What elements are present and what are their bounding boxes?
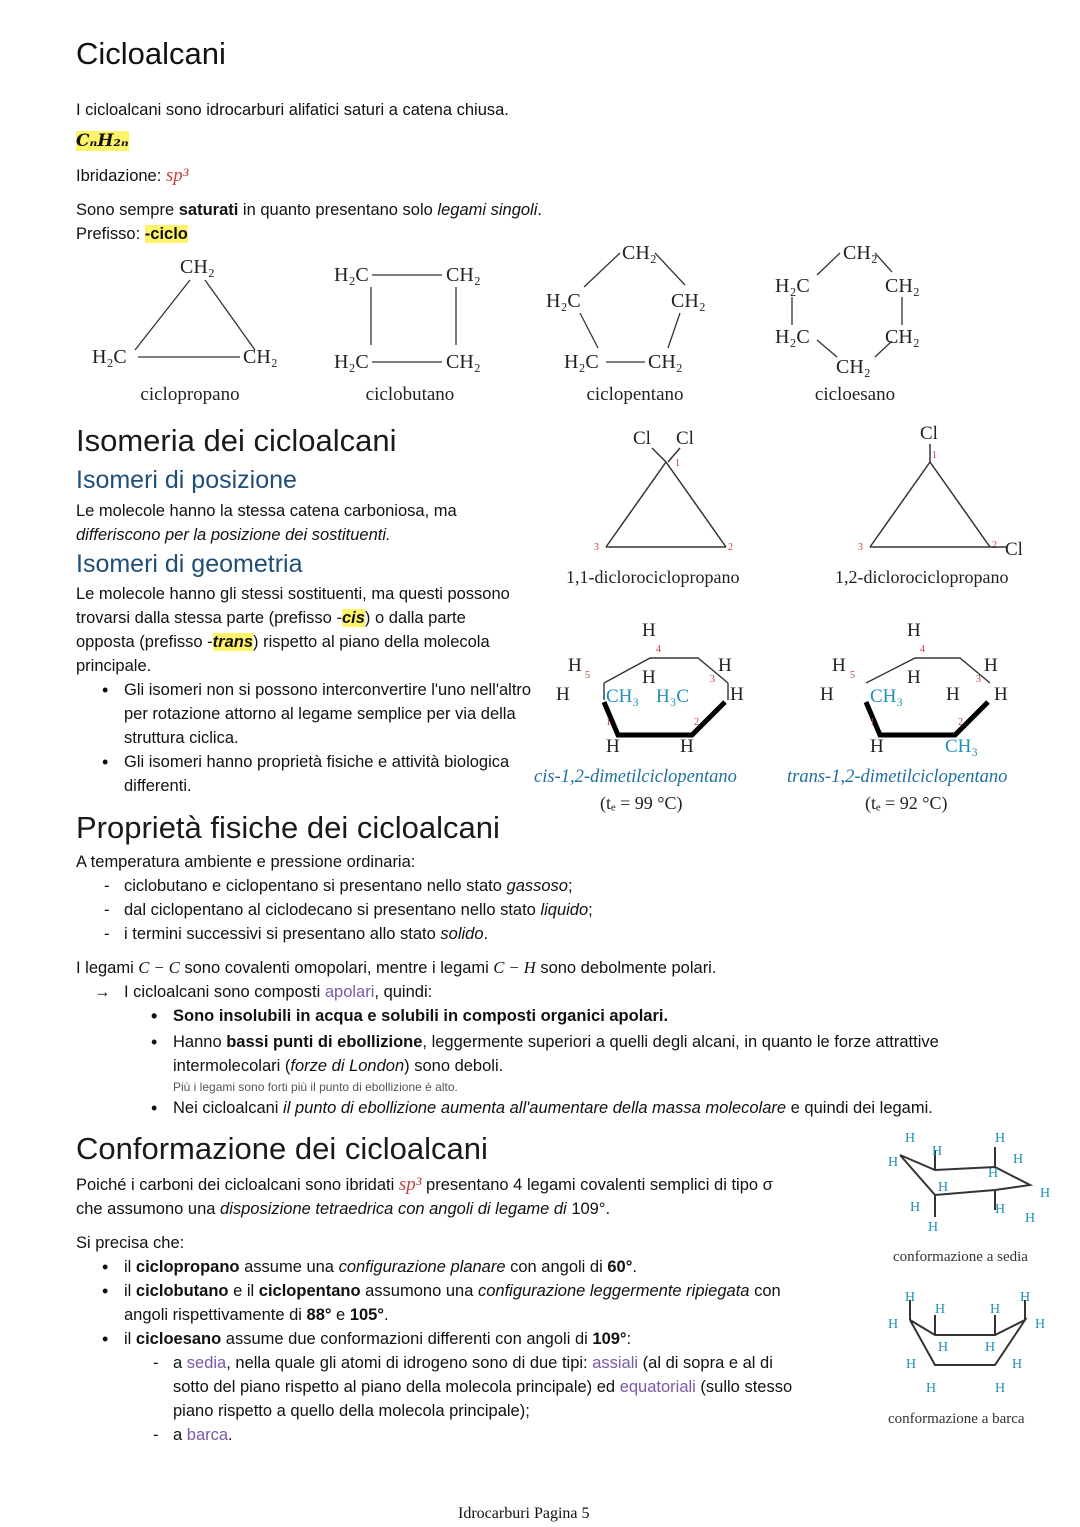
cis-h-b2: H xyxy=(680,736,694,757)
dcp11-cl-2: Cl xyxy=(676,428,694,449)
c3d: 109° xyxy=(592,1330,627,1348)
pentane-top: CH₂ xyxy=(622,242,657,264)
conformation-figures xyxy=(880,1125,1070,1425)
apolar-bullets xyxy=(173,1004,1053,1120)
b2e: forze di London xyxy=(290,1057,405,1075)
d1a: ciclobutano e ciclopentano si presentano nello stato xyxy=(124,877,507,895)
bonds-b: sono covalenti omopolari, mentre i legami xyxy=(179,959,494,977)
pos-text-2: differiscono per la posizione dei sostituenti. xyxy=(76,526,391,544)
b3a: Nei cicloalcani xyxy=(173,1099,284,1117)
isomeria-heading: Isomeria dei cicloalcani xyxy=(76,423,397,458)
geo-2a: trovarsi dalla stessa parte (prefisso - xyxy=(76,609,342,627)
p1sp: sp³ xyxy=(398,1174,422,1195)
p1a: Poiché i carboni dei cicloalcani sono ibridati xyxy=(76,1176,399,1194)
sedia-h12: H xyxy=(928,1220,939,1235)
b3c: e quindi dei legami. xyxy=(786,1099,933,1117)
sedia-h10: H xyxy=(995,1202,1006,1217)
pos-heading: Isomeri di posizione xyxy=(76,466,297,494)
hexane-conformations xyxy=(173,1351,863,1447)
propane-left: H₂C xyxy=(92,346,127,368)
d3b: solido xyxy=(440,925,484,943)
barca-h5: H xyxy=(888,1317,899,1332)
s2c: . xyxy=(228,1426,233,1444)
sedia-h3: H xyxy=(995,1131,1006,1146)
barca-h6: H xyxy=(1035,1317,1046,1332)
barca-h10: H xyxy=(1012,1357,1023,1372)
arrow-icon: → xyxy=(94,983,111,1001)
geo-paragraph xyxy=(76,582,556,678)
cis-n4: 4 xyxy=(656,644,661,655)
trans-n3: 3 xyxy=(976,674,981,685)
c2d: ciclopentano xyxy=(258,1282,361,1300)
conf-line-1 xyxy=(76,1173,876,1197)
sedia-h9: H xyxy=(910,1200,921,1215)
s2a: a xyxy=(173,1426,187,1444)
bonds-ch: C − H xyxy=(493,958,536,977)
p1b: presentano 4 legami covalenti semplici di tipo σ xyxy=(421,1176,773,1194)
geo-cis: cis xyxy=(341,609,365,627)
dcp11-n1: 1 xyxy=(675,458,680,469)
trans-ch3-1: CH₃ xyxy=(870,686,904,707)
s1i: piano rispetto a quello della molecola principale); xyxy=(173,1402,530,1420)
barca-h3: H xyxy=(935,1302,946,1317)
sedia-h6: H xyxy=(988,1166,999,1181)
prefix-label: Prefisso: xyxy=(76,225,145,243)
pentane-bl: H₂C xyxy=(564,351,599,373)
b2d: intermolecolari ( xyxy=(173,1057,291,1075)
sedia-h2: H xyxy=(932,1144,943,1159)
apolar-bullet-1: • Sono insolubili in acqua e solubili in composti organici apolari. xyxy=(173,1004,1053,1028)
b3b: il punto di ebollizione aumenta all'aumentare della massa molecolare xyxy=(283,1099,787,1117)
cis-h-b1: H xyxy=(606,736,620,757)
apolar-bullet-2 xyxy=(173,1030,1053,1096)
proprieta-heading: Proprietà fisiche dei cicloalcani xyxy=(76,810,500,845)
hexane-br: CH₂ xyxy=(885,326,920,348)
c1c: assume una xyxy=(239,1258,339,1276)
isomeria-bullet-2: • Gli isomeri hanno proprietà fisiche e attività biologica differenti. xyxy=(124,750,534,798)
sedia-item xyxy=(173,1351,863,1423)
d1b: gassoso xyxy=(506,877,568,895)
conf-bullet-2: • il ciclobutano e il ciclopentano assumono una configurazione leggermente ripiegata con angoli rispettivamente di 88° e 105°. xyxy=(124,1279,844,1327)
geo-line-3 xyxy=(76,630,556,654)
s1e: (al di sopra e al di xyxy=(638,1354,773,1372)
b2b: bassi punti di ebollizione xyxy=(226,1033,423,1051)
s1c: , nella quale gli atomi di idrogeno sono di due tipi: xyxy=(226,1354,593,1372)
hybridization-label: Ibridazione: xyxy=(76,167,166,185)
cis-ch3: CH₃ xyxy=(606,686,640,707)
conf-line-2 xyxy=(76,1197,876,1221)
b2a: Hanno xyxy=(173,1033,227,1051)
hexane-bottom: CH₂ xyxy=(836,356,871,378)
geo-heading: Isomeri di geometria xyxy=(76,550,303,578)
sedia-h5: H xyxy=(1013,1152,1024,1167)
c2j: e xyxy=(331,1306,350,1324)
hexane-name: cicloesano xyxy=(814,384,896,405)
s1f: sotto del piano rispetto al piano della molecola principale) ed xyxy=(173,1378,620,1396)
barca-h1: H xyxy=(905,1290,916,1305)
dcp12-label: 1,2-diclorociclopropano xyxy=(835,567,1009,587)
propane-top: CH₂ xyxy=(180,256,215,278)
geo-line-2 xyxy=(76,606,556,630)
butane-tl: H₂C xyxy=(334,264,369,286)
hybridization-line xyxy=(76,164,188,188)
trans-ch3-2: CH₃ xyxy=(945,736,979,757)
c3b: cicloesano xyxy=(135,1330,222,1348)
trans-h-mid: H xyxy=(946,684,960,705)
dcp12-cl-2: Cl xyxy=(1005,539,1023,560)
cis-h-r1: H xyxy=(718,655,732,676)
apol-c: , quindi: xyxy=(374,983,433,1001)
trans-h-l1: H xyxy=(832,655,846,676)
saturated-mid: in quanto presentano solo xyxy=(238,201,438,219)
s1h: (sullo stesso xyxy=(695,1378,793,1396)
trans-n1: 1 xyxy=(870,717,875,728)
barca-h12: H xyxy=(995,1381,1006,1396)
trans-h-b: H xyxy=(870,736,884,757)
cis-h-l1: H xyxy=(568,655,582,676)
conformazione-heading: Conformazione dei cicloalcani xyxy=(76,1131,488,1166)
c2e: assumono una xyxy=(360,1282,478,1300)
c3c: assume due conformazioni differenti con angoli di xyxy=(221,1330,593,1348)
c1e: con angoli di xyxy=(505,1258,608,1276)
butane-br: CH₂ xyxy=(446,351,481,373)
trans-n2: 2 xyxy=(958,717,963,728)
dcp12-n3: 3 xyxy=(858,542,863,553)
cis-n5: 5 xyxy=(585,670,590,681)
state-item-2 xyxy=(124,898,593,922)
formula xyxy=(76,131,129,151)
c1d: configurazione planare xyxy=(338,1258,506,1276)
bonds-a: I legami xyxy=(76,959,139,977)
geo-line-1: Le molecole hanno gli stessi sostituenti, ma questi possono xyxy=(76,585,510,603)
s1d: assiali xyxy=(592,1354,639,1372)
state-item-3 xyxy=(124,922,593,946)
s1g: equatoriali xyxy=(619,1378,696,1396)
pentane-name: ciclopentano xyxy=(586,384,684,405)
geo-trans: trans xyxy=(212,633,254,651)
c2i: 88° xyxy=(306,1306,332,1324)
sedia-h7: H xyxy=(938,1180,949,1195)
trans-h-top: H xyxy=(907,620,921,641)
formula-text: CₙH₂ₙ xyxy=(76,131,129,151)
c3a: il xyxy=(124,1330,136,1348)
d2c: ; xyxy=(588,901,593,919)
apolar-bullet-3 xyxy=(173,1096,1053,1120)
dcp12-n2: 2 xyxy=(992,540,997,551)
cis-h-r2: H xyxy=(730,684,744,705)
cis-n2: 2 xyxy=(694,717,699,728)
trans-h-r1: H xyxy=(984,655,998,676)
page-title: Cicloalcani xyxy=(76,36,226,71)
bonds-c: sono debolmente polari. xyxy=(535,959,717,977)
dcp12-cl-1: Cl xyxy=(920,423,938,444)
isomeria-bullets xyxy=(124,678,534,798)
conf-bullet-3: • il cicloesano assume due conformazioni differenti con angoli di 109°: xyxy=(124,1327,844,1351)
d3a: i termini successivi si presentano allo stato xyxy=(124,925,441,943)
state-list xyxy=(124,874,593,946)
barca-h8: H xyxy=(985,1340,996,1355)
d2b: liquido xyxy=(540,901,589,919)
cis-h-l2: H xyxy=(556,684,570,705)
c2b: ciclobutano xyxy=(135,1282,229,1300)
barca-h2: H xyxy=(1020,1290,1031,1305)
propane-right: CH₂ xyxy=(243,346,278,368)
bonds-cc: C − C xyxy=(138,958,180,977)
barca-label: conformazione a barca xyxy=(888,1411,1025,1427)
sedia-h1: H xyxy=(905,1131,916,1146)
barca-h7: H xyxy=(938,1340,949,1355)
dcp12-n1: 1 xyxy=(932,450,937,461)
page-footer: Idrocarburi Pagina 5 xyxy=(458,1505,590,1522)
propane-name: ciclopropano xyxy=(140,384,240,405)
apol-b: apolari xyxy=(324,983,375,1001)
precisa: Si precisa che: xyxy=(76,1234,185,1252)
conf-bullet-1: • il ciclopropano assume una configurazione planare con angoli di 60°. xyxy=(124,1255,844,1279)
apol-a: I cicloalcani sono composti xyxy=(124,983,325,1001)
sedia-h8: H xyxy=(1040,1186,1051,1201)
cis-n3: 3 xyxy=(710,674,715,685)
butane-name: ciclobutano xyxy=(365,384,455,405)
pentane-br: CH₂ xyxy=(648,351,683,373)
conf-bullets xyxy=(124,1255,844,1351)
saturated-bold: saturati xyxy=(178,201,239,219)
hexane-top: CH₂ xyxy=(843,242,878,264)
intro-text: I cicloalcani sono idrocarburi alifatici saturi a catena chiusa. xyxy=(76,101,509,119)
hybridization-value: sp³ xyxy=(165,165,189,186)
trans-n4: 4 xyxy=(920,644,925,655)
prefix-value: -ciclo xyxy=(144,225,188,243)
geo-2c: ) o dalla parte xyxy=(364,609,466,627)
barca-h11: H xyxy=(926,1381,937,1396)
barca-item xyxy=(173,1423,863,1447)
saturated-line xyxy=(76,198,542,222)
trans-h-top2: H xyxy=(907,667,921,688)
s1a: a xyxy=(173,1354,187,1372)
cis-h-top2: H xyxy=(642,667,656,688)
dcp11-n2: 2 xyxy=(728,542,733,553)
bonds-line xyxy=(76,956,716,980)
c1a: il xyxy=(124,1258,136,1276)
c2k: 105° xyxy=(349,1306,384,1324)
pentane-r: CH₂ xyxy=(671,290,706,312)
cis-h3c: H₃C xyxy=(656,686,690,707)
isomeria-bullet-1: • Gli isomeri non si possono interconvertire l'uno nell'altro per rotazione attorno al legame semplice per via della struttura ciclica. xyxy=(124,678,534,750)
sedia-h4: H xyxy=(888,1155,899,1170)
saturated-end: . xyxy=(537,201,542,219)
trans-h-l2: H xyxy=(820,684,834,705)
saturated-ital: legami singoli xyxy=(437,201,538,219)
c2f: configurazione leggermente ripiegata xyxy=(477,1282,750,1300)
pos-text-1: Le molecole hanno la stessa catena carboniosa, ma xyxy=(76,502,457,520)
dcp11-label: 1,1-diclorociclopropano xyxy=(566,567,740,587)
trans-temp: (tₑ = 92 °C) xyxy=(865,793,948,813)
barca-h9: H xyxy=(906,1357,917,1372)
butane-tr: CH₂ xyxy=(446,264,481,286)
d1c: ; xyxy=(567,877,573,895)
c2g: con xyxy=(749,1282,781,1300)
apolar-line xyxy=(124,980,432,1004)
d2a: dal ciclopentano al ciclodecano si presentano nello stato xyxy=(124,901,541,919)
proprieta-lead: A temperatura ambiente e pressione ordinaria: xyxy=(76,853,416,871)
conf-paragraph xyxy=(76,1173,876,1221)
b2c: , leggermente superiori a quelli degli alcani, in quanto le forze attrattive xyxy=(422,1033,939,1051)
trans-n5: 5 xyxy=(850,670,855,681)
state-item-1 xyxy=(124,874,593,898)
c2h: angoli rispettivamente di xyxy=(124,1306,307,1324)
geo-3c: ) rispetto al piano della molecola xyxy=(253,633,490,651)
note: Più i legami sono forti più il punto di ebollizione è alto. xyxy=(173,1080,458,1094)
hexane-tl: H₂C xyxy=(775,275,810,297)
hexane-bl: H₂C xyxy=(775,326,810,348)
pentane-l: H₂C xyxy=(546,290,581,312)
butane-bl: H₂C xyxy=(334,351,369,373)
trans-h-r2: H xyxy=(994,684,1008,705)
c2a: il xyxy=(124,1282,136,1300)
sedia-label: conformazione a sedia xyxy=(893,1249,1028,1265)
barca-h4: H xyxy=(990,1302,1001,1317)
c1f: 60° xyxy=(607,1258,633,1276)
hexane-tr: CH₂ xyxy=(885,275,920,297)
cis-h-top: H xyxy=(642,620,656,641)
p2a: che assumono una xyxy=(76,1200,221,1218)
cis-n1: 1 xyxy=(606,717,611,728)
p2c: 109°. xyxy=(566,1200,611,1218)
d3c: . xyxy=(483,925,489,943)
dcp11-cl-1: Cl xyxy=(633,428,651,449)
geo-3a: opposta (prefisso - xyxy=(76,633,213,651)
cis-temp: (tₑ = 99 °C) xyxy=(600,793,683,813)
s1b: sedia xyxy=(186,1354,227,1372)
trans-label: trans-1,2-dimetilciclopentano xyxy=(787,767,1008,787)
cis-label: cis-1,2-dimetilciclopentano xyxy=(534,767,737,787)
sedia-h11: H xyxy=(1025,1211,1036,1226)
c2c: e il xyxy=(228,1282,259,1300)
s2b: barca xyxy=(186,1426,229,1444)
geo-line-4: principale. xyxy=(76,657,152,675)
saturated-pre: Sono sempre xyxy=(76,201,179,219)
p2b: disposizione tetraedrica con angoli di legame di xyxy=(220,1200,567,1218)
b2f: ) sono deboli. xyxy=(404,1057,504,1075)
c1b: ciclopropano xyxy=(135,1258,240,1276)
dcp11-n3: 3 xyxy=(594,542,599,553)
